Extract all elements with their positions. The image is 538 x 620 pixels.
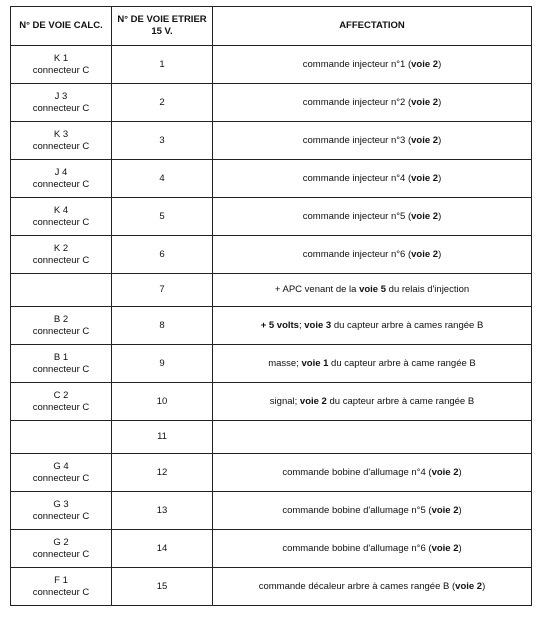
calc-pin: G 3 [53, 498, 69, 510]
etrier-cell: 9 [112, 345, 213, 383]
affectation-text: ) [438, 58, 442, 70]
calc-connector: connecteur C [32, 548, 90, 560]
affectation-bold-text: voie 1 [301, 357, 329, 369]
calc-pin-cell [11, 84, 112, 122]
affectation-text: commande injecteur n°6 ( [302, 248, 412, 260]
etrier-cell: 15 [112, 568, 213, 606]
calc-connector: connecteur C [32, 216, 90, 228]
calc-pin-cell [11, 160, 112, 198]
affectation-bold-text: voie 2 [431, 542, 459, 554]
affectation-text: ) [438, 248, 442, 260]
etrier-cell: 6 [112, 236, 213, 274]
etrier-cell: 14 [112, 530, 213, 568]
affectation-cell [213, 307, 532, 345]
affectation-text: ) [438, 210, 442, 222]
header-row [11, 7, 532, 46]
etrier-cell: 3 [112, 122, 213, 160]
calc-pin-cell [11, 568, 112, 606]
calc-connector: connecteur C [32, 401, 90, 413]
calc-pin-cell [11, 383, 112, 421]
affectation-text: ; [298, 319, 305, 331]
calc-pin-cell [11, 307, 112, 345]
affectation-cell [213, 454, 532, 492]
affectation-bold-text: voie 3 [304, 319, 332, 331]
affectation-bold-text: voie 2 [455, 580, 483, 592]
calc-pin: G 4 [53, 460, 69, 472]
affectation-text: du capteur arbre à came rangée B [326, 395, 475, 407]
affectation-bold-text: voie 2 [411, 134, 439, 146]
affectation-text: commande injecteur n°3 ( [302, 134, 412, 146]
header-etrier: N° DE VOIE ETRIER 15 V. [112, 7, 213, 46]
affectation-bold-text: voie 2 [411, 248, 439, 260]
header-calc: N° DE VOIE CALC. [11, 7, 112, 46]
affectation-cell [213, 421, 532, 454]
calc-connector: connecteur C [32, 586, 90, 598]
affectation-bold-text: voie 2 [431, 466, 459, 478]
affectation-cell [213, 160, 532, 198]
affectation-text: commande bobine d'allumage n°4 ( [282, 466, 432, 478]
table-row [11, 236, 532, 274]
calc-pin: F 1 [54, 574, 68, 586]
table-row [11, 84, 532, 122]
calc-pin-cell [11, 122, 112, 160]
affectation-text: signal; [269, 395, 300, 407]
table-row [11, 421, 532, 454]
calc-pin-cell [11, 421, 112, 454]
table-row [11, 568, 532, 606]
etrier-cell: 4 [112, 160, 213, 198]
affectation-text: ) [438, 172, 442, 184]
affectation-text: ) [458, 542, 462, 554]
affectation-cell [213, 46, 532, 84]
affectation-bold-text: voie 2 [411, 172, 439, 184]
affectation-text: + APC venant de la [274, 284, 360, 295]
affectation-text: commande injecteur n°1 ( [302, 58, 412, 70]
affectation-bold-text: voie 2 [411, 96, 439, 108]
etrier-cell: 2 [112, 84, 213, 122]
affectation-bold-text: voie 2 [431, 504, 459, 516]
affectation-text: ) [482, 580, 486, 592]
etrier-cell: 11 [112, 421, 213, 454]
affectation-cell [213, 492, 532, 530]
affectation-cell [213, 198, 532, 236]
affectation-text: du capteur arbre à came rangée B [328, 357, 476, 369]
pinout-table [10, 6, 532, 606]
affectation-cell [213, 568, 532, 606]
table-row [11, 160, 532, 198]
table-row [11, 307, 532, 345]
etrier-cell: 10 [112, 383, 213, 421]
calc-connector: connecteur C [32, 325, 90, 337]
affectation-text: commande décaleur arbre à cames rangée B ( [258, 580, 456, 592]
calc-pin-cell [11, 236, 112, 274]
table-row [11, 492, 532, 530]
calc-connector: connecteur C [32, 510, 90, 522]
affectation-text: commande injecteur n°5 ( [302, 210, 412, 222]
etrier-cell: 13 [112, 492, 213, 530]
table-row [11, 198, 532, 236]
calc-connector: connecteur C [32, 363, 90, 375]
table-row [11, 454, 532, 492]
calc-pin: K 3 [53, 128, 69, 140]
calc-pin: J 4 [54, 166, 68, 178]
calc-pin: G 2 [53, 536, 69, 548]
table-row [11, 383, 532, 421]
table-row [11, 46, 532, 84]
affectation-text: ) [458, 466, 462, 478]
affectation-text: commande injecteur n°2 ( [302, 96, 412, 108]
calc-connector: connecteur C [32, 254, 90, 266]
etrier-cell: 8 [112, 307, 213, 345]
calc-connector: connecteur C [32, 140, 90, 152]
calc-connector: connecteur C [32, 64, 90, 76]
affectation-text: commande bobine d'allumage n°6 ( [282, 542, 432, 554]
calc-pin-cell [11, 274, 112, 307]
table-row [11, 122, 532, 160]
calc-pin-cell [11, 345, 112, 383]
affectation-text: du relais d'injection [386, 284, 470, 295]
affectation-cell [213, 274, 532, 307]
affectation-bold-text: voie 2 [411, 58, 439, 70]
affectation-text: commande injecteur n°4 ( [302, 172, 412, 184]
affectation-text: ) [438, 96, 442, 108]
affectation-text: commande bobine d'allumage n°5 ( [282, 504, 432, 516]
affectation-bold-text: voie 5 [359, 284, 387, 295]
affectation-cell [213, 84, 532, 122]
calc-pin-cell [11, 46, 112, 84]
calc-connector: connecteur C [32, 178, 90, 190]
affectation-bold-text: voie 2 [411, 210, 439, 222]
affectation-cell [213, 345, 532, 383]
calc-pin-cell [11, 530, 112, 568]
calc-pin: K 1 [53, 52, 69, 64]
affectation-text: masse; [268, 357, 302, 369]
calc-pin: K 4 [53, 204, 69, 216]
etrier-cell: 5 [112, 198, 213, 236]
calc-pin: K 2 [53, 242, 69, 254]
table-row [11, 274, 532, 307]
affectation-bold-text: voie 2 [299, 395, 327, 407]
etrier-cell: 12 [112, 454, 213, 492]
calc-connector: connecteur C [32, 102, 90, 114]
affectation-text: ) [458, 504, 462, 516]
affectation-cell [213, 122, 532, 160]
table-row [11, 345, 532, 383]
etrier-cell: 1 [112, 46, 213, 84]
table-body [11, 46, 532, 606]
header-affectation: AFFECTATION [213, 7, 532, 46]
calc-pin-cell [11, 454, 112, 492]
affectation-text: ) [438, 134, 442, 146]
affectation-text: du capteur arbre à cames rangée B [331, 319, 484, 331]
calc-pin: B 2 [53, 313, 69, 325]
calc-pin-cell [11, 198, 112, 236]
calc-pin: B 1 [53, 351, 69, 363]
calc-pin: J 3 [54, 90, 68, 102]
etrier-cell: 7 [112, 274, 213, 307]
affectation-cell [213, 530, 532, 568]
affectation-bold-text: + 5 volts [260, 319, 299, 331]
table-row [11, 530, 532, 568]
calc-pin-cell [11, 492, 112, 530]
affectation-cell [213, 236, 532, 274]
calc-pin: C 2 [53, 389, 69, 401]
affectation-cell [213, 383, 532, 421]
calc-connector: connecteur C [32, 472, 90, 484]
